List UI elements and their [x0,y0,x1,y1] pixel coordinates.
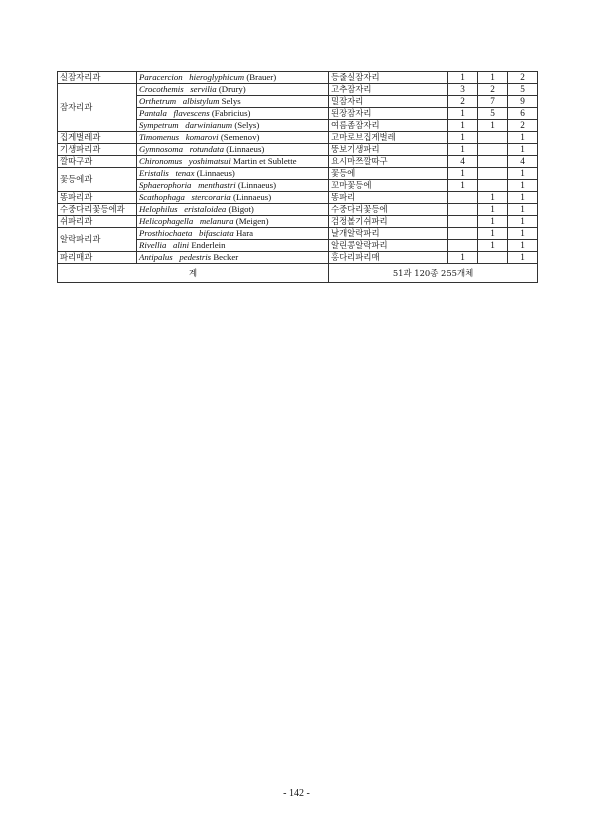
count-cell: 2 [448,96,478,108]
count-total-cell: 1 [508,192,538,204]
genus-name: Orthetrum [139,96,177,106]
count-total-cell: 1 [508,132,538,144]
author-name: (Linnaeus) [233,192,272,202]
count-cell: 2 [478,84,508,96]
genus-name: Scathophaga [139,192,185,202]
scientific-name-cell [137,144,329,156]
scientific-name-cell [137,192,329,204]
count-cell: 4 [448,156,478,168]
total-value: 51과 120종 255개체 [329,264,538,283]
author-name: (Selys) [234,120,260,130]
count-total-cell: 1 [508,216,538,228]
count-cell: 1 [478,204,508,216]
count-cell: 1 [478,192,508,204]
count-cell: 3 [448,84,478,96]
scientific-name-cell [137,216,329,228]
scientific-name-cell [137,252,329,264]
family-cell: 꽃등에과 [58,168,137,192]
count-total-cell: 6 [508,108,538,120]
korean-name-cell: 요시마쯔깔따구 [329,156,448,168]
count-total-cell: 1 [508,180,538,192]
count-cell: 1 [448,108,478,120]
author-name: Enderlein [191,240,226,250]
author-name: (Linnaeus) [237,180,277,190]
species-epithet: stercoraria [191,192,231,202]
scientific-name-cell [137,180,329,192]
family-cell: 실잠자리과 [58,72,137,84]
author-name: (Fabricius) [211,108,251,118]
count-total-cell: 1 [508,144,538,156]
scientific-name-cell [137,96,329,108]
korean-name-cell: 꼬마꽃등에 [329,180,448,192]
scientific-name-cell [137,72,329,84]
genus-name: Timomenus [139,132,180,142]
species-epithet: alini [172,240,190,250]
count-total-cell: 9 [508,96,538,108]
count-cell: 1 [478,240,508,252]
author-name: Hara [235,228,254,238]
count-cell: 1 [448,132,478,144]
count-total-cell: 1 [508,228,538,240]
species-epithet: flavescens [173,108,210,118]
scientific-name-cell [137,168,329,180]
korean-name-cell: 여름좀잠자리 [329,120,448,132]
table-row [58,252,538,264]
count-total-cell: 5 [508,84,538,96]
genus-name: Chironomus [139,156,183,166]
table-row [58,204,538,216]
genus-name: Helicophagella [139,216,194,226]
count-total-cell: 2 [508,72,538,84]
korean-name-cell: 날개알락파리 [329,228,448,240]
species-table-container [57,71,537,283]
genus-name: Helophilus [139,204,178,214]
korean-name-cell: 고추잠자리 [329,84,448,96]
count-cell: 1 [478,216,508,228]
family-cell: 집게벌레과 [58,132,137,144]
author-name: (Bigot) [228,204,254,214]
count-cell [478,180,508,192]
genus-name: Eristalis [139,168,169,178]
count-cell [478,168,508,180]
species-epithet: rotundata [189,144,224,154]
table-row [58,156,538,168]
family-cell: 파리매과 [58,252,137,264]
page-number: - 142 - [283,788,310,799]
count-cell [448,240,478,252]
total-label: 계 [58,264,329,283]
species-epithet: eristaloidea [184,204,227,214]
species-table [57,71,538,283]
table-row [58,168,538,180]
table-row [58,228,538,240]
count-total-cell: 4 [508,156,538,168]
count-cell: 1 [478,120,508,132]
genus-name: Sphaerophoria [139,180,192,190]
family-cell: 잠자리과 [58,84,137,132]
count-cell: 1 [448,120,478,132]
family-cell: 알락파리과 [58,228,137,252]
korean-name-cell: 밀잠자리 [329,96,448,108]
count-cell: 5 [478,108,508,120]
genus-name: Sympetrum [139,120,179,130]
count-cell: 1 [448,144,478,156]
species-table-body [58,72,538,264]
korean-name-cell: 고마로브집게벌레 [329,132,448,144]
scientific-name-cell [137,240,329,252]
author-name: (Brauer) [246,72,277,82]
count-cell [478,144,508,156]
count-cell [478,252,508,264]
genus-name: Paracercion [139,72,183,82]
count-cell: 1 [448,180,478,192]
scientific-name-cell [137,156,329,168]
korean-name-cell: 똥파리 [329,192,448,204]
scientific-name-cell [137,132,329,144]
scientific-name-cell [137,84,329,96]
table-row [58,144,538,156]
genus-name: Prosthiochaeta [139,228,193,238]
count-total-cell: 1 [508,240,538,252]
author-name: (Meigen) [235,216,269,226]
table-row [58,84,538,96]
scientific-name-cell [137,108,329,120]
family-cell: 기생파리과 [58,144,137,156]
scientific-name-cell [137,204,329,216]
family-cell: 쉬파리과 [58,216,137,228]
author-name: (Drury) [218,84,246,94]
korean-name-cell: 홍다리파리매 [329,252,448,264]
author-name: Martin et Sublette [233,156,297,166]
genus-name: Rivellia [139,240,167,250]
korean-name-cell: 검정볼기쉬파리 [329,216,448,228]
korean-name-cell: 등줄실잠자리 [329,72,448,84]
genus-name: Antipalus [139,252,173,262]
species-epithet: darwinianum [185,120,233,130]
author-name: (Semenov) [220,132,260,142]
count-cell [478,156,508,168]
species-epithet: servilia [190,84,217,94]
total-row [58,264,538,283]
count-cell [448,204,478,216]
scientific-name-cell [137,228,329,240]
count-cell [448,216,478,228]
family-cell: 깔따구과 [58,156,137,168]
count-cell [448,228,478,240]
family-cell: 수중다리꽃등에과 [58,204,137,216]
korean-name-cell: 뚱보기생파리 [329,144,448,156]
scientific-name-cell [137,120,329,132]
korean-name-cell: 알린콩알락파리 [329,240,448,252]
count-cell: 1 [448,72,478,84]
species-epithet: komarovi [185,132,219,142]
korean-name-cell: 수중다리꽃등에 [329,204,448,216]
table-row [58,216,538,228]
count-cell: 1 [448,168,478,180]
species-epithet: albistylum [182,96,220,106]
family-cell: 똥파리과 [58,192,137,204]
species-epithet: hieroglyphicum [189,72,245,82]
count-total-cell: 1 [508,252,538,264]
korean-name-cell: 꽃등에 [329,168,448,180]
count-cell: 7 [478,96,508,108]
count-cell: 1 [448,252,478,264]
genus-name: Gymnosoma [139,144,183,154]
table-row [58,192,538,204]
species-epithet: bifasciata [199,228,234,238]
author-name: Becker [213,252,239,262]
count-total-cell: 1 [508,168,538,180]
author-name: Selys [221,96,241,106]
count-cell [448,192,478,204]
table-row [58,72,538,84]
genus-name: Crocothemis [139,84,184,94]
species-epithet: tenax [175,168,195,178]
count-total-cell: 2 [508,120,538,132]
species-epithet: pedestris [179,252,212,262]
species-epithet: melanura [199,216,234,226]
author-name: (Linnaeus) [226,144,265,154]
genus-name: Pantala [139,108,167,118]
table-row [58,132,538,144]
species-epithet: yoshimatsui [188,156,231,166]
author-name: (Linnaeus) [196,168,235,178]
count-total-cell: 1 [508,204,538,216]
korean-name-cell: 된장잠자리 [329,108,448,120]
species-epithet: menthastri [198,180,236,190]
count-cell: 1 [478,72,508,84]
count-cell: 1 [478,228,508,240]
count-cell [478,132,508,144]
